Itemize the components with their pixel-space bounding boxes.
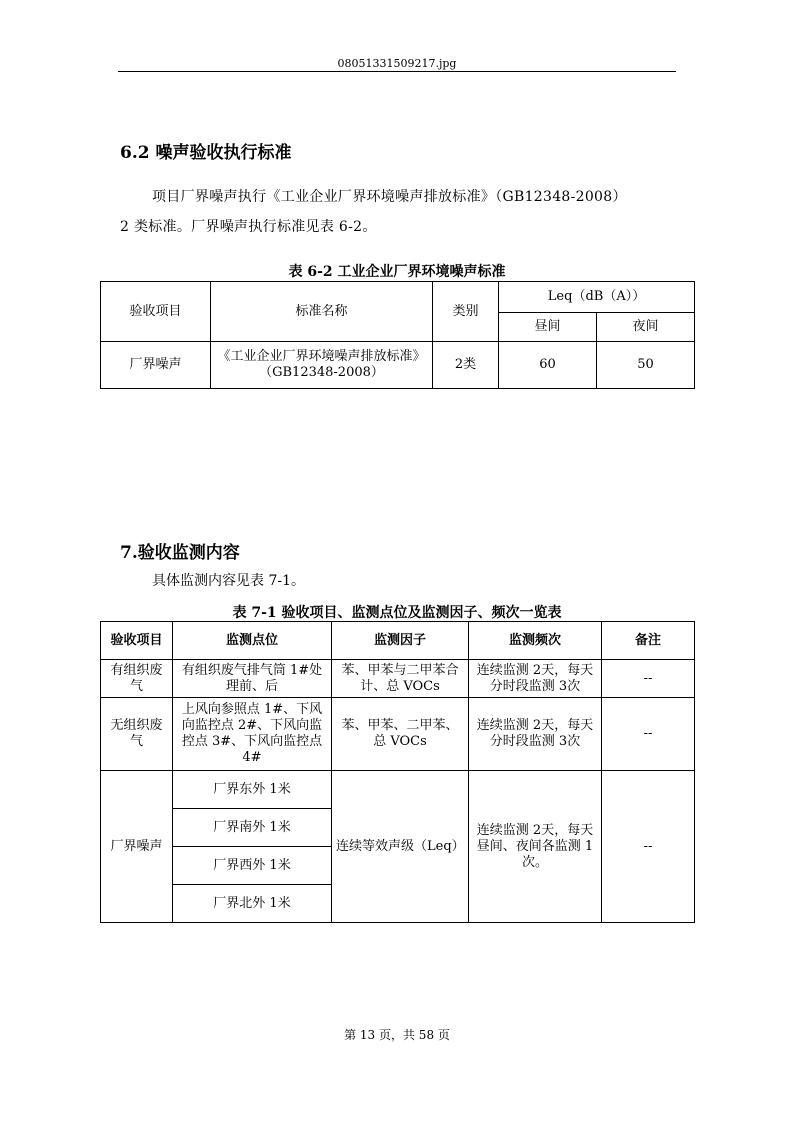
noise-point-south: 厂界南外 1米 bbox=[173, 809, 332, 847]
noise-point-west: 厂界西外 1米 bbox=[173, 847, 332, 885]
header-cell-class: 类别 bbox=[433, 282, 499, 342]
table-7-1 bbox=[100, 621, 695, 923]
header-cell-leq: Leq（dB（A）） bbox=[499, 282, 695, 313]
t71-header-freq: 监测频次 bbox=[469, 622, 602, 660]
noise-freq: 连续监测 2天，每天昼间、夜间各监测 1次。 bbox=[469, 771, 602, 923]
row2-item: 无组织废气 bbox=[101, 698, 173, 771]
row2-factor: 苯、甲苯、二甲苯、总 VOCs bbox=[332, 698, 469, 771]
noise-item: 厂界噪声 bbox=[101, 771, 173, 923]
t71-header-factor: 监测因子 bbox=[332, 622, 469, 660]
row1-factor: 苯、甲苯与二甲苯合计、总 VOCs bbox=[332, 660, 469, 698]
table-row bbox=[101, 771, 695, 809]
header-cell-standard: 标准名称 bbox=[211, 282, 433, 342]
header-rule bbox=[118, 71, 676, 72]
header-cell-night: 夜间 bbox=[597, 313, 695, 342]
table-row bbox=[101, 660, 695, 698]
row1-freq: 连续监测 2天，每天分时段监测 3次 bbox=[469, 660, 602, 698]
t71-header-point: 监测点位 bbox=[173, 622, 332, 660]
cell-class: 2类 bbox=[433, 342, 499, 389]
header-cell-day: 昼间 bbox=[499, 313, 597, 342]
cell-day: 60 bbox=[499, 342, 597, 389]
row1-note: -- bbox=[602, 660, 695, 698]
header-cell-item: 验收项目 bbox=[101, 282, 211, 342]
page-header-filename: 08051331509217.jpg bbox=[337, 57, 457, 70]
t71-header-item: 验收项目 bbox=[101, 622, 173, 660]
cell-item: 厂界噪声 bbox=[101, 342, 211, 389]
row1-item: 有组织废气 bbox=[101, 660, 173, 698]
section-6-2-paragraph-line1: 项目厂界噪声执行《工业企业厂界环境噪声排放标准》（GB12348-2008） bbox=[152, 189, 627, 205]
section-7-heading: 7.验收监测内容 bbox=[120, 543, 240, 563]
row2-freq: 连续监测 2天，每天分时段监测 3次 bbox=[469, 698, 602, 771]
noise-point-north: 厂界北外 1米 bbox=[173, 885, 332, 923]
section-6-2-paragraph-line2: 2 类标准。厂界噪声执行标准见表 6-2。 bbox=[120, 219, 377, 235]
noise-point-east: 厂界东外 1米 bbox=[173, 771, 332, 809]
page-footer: 第 13 页，共 58 页 bbox=[344, 1028, 450, 1042]
row2-note: -- bbox=[602, 698, 695, 771]
t71-header-note: 备注 bbox=[602, 622, 695, 660]
cell-standard: 《工业企业厂界环境噪声排放标准》（GB12348-2008） bbox=[211, 342, 433, 389]
section-6-2-heading: 6.2 噪声验收执行标准 bbox=[120, 143, 292, 163]
noise-factor: 连续等效声级（Leq） bbox=[332, 771, 469, 923]
cell-night: 50 bbox=[597, 342, 695, 389]
row1-point: 有组织废气排气筒 1#处理前、后 bbox=[173, 660, 332, 698]
noise-note: -- bbox=[602, 771, 695, 923]
row2-point: 上风向参照点 1#、下风向监控点 2#、下风向监控点 3#、下风向监控点 4# bbox=[173, 698, 332, 771]
table-6-2 bbox=[100, 281, 695, 389]
table-7-1-caption: 表 7-1 验收项目、监测点位及监测因子、频次一览表 bbox=[232, 605, 562, 621]
table-row bbox=[101, 698, 695, 771]
table-6-2-caption: 表 6-2 工业企业厂界环境噪声标准 bbox=[288, 264, 506, 280]
section-7-paragraph: 具体监测内容见表 7-1。 bbox=[152, 573, 305, 589]
